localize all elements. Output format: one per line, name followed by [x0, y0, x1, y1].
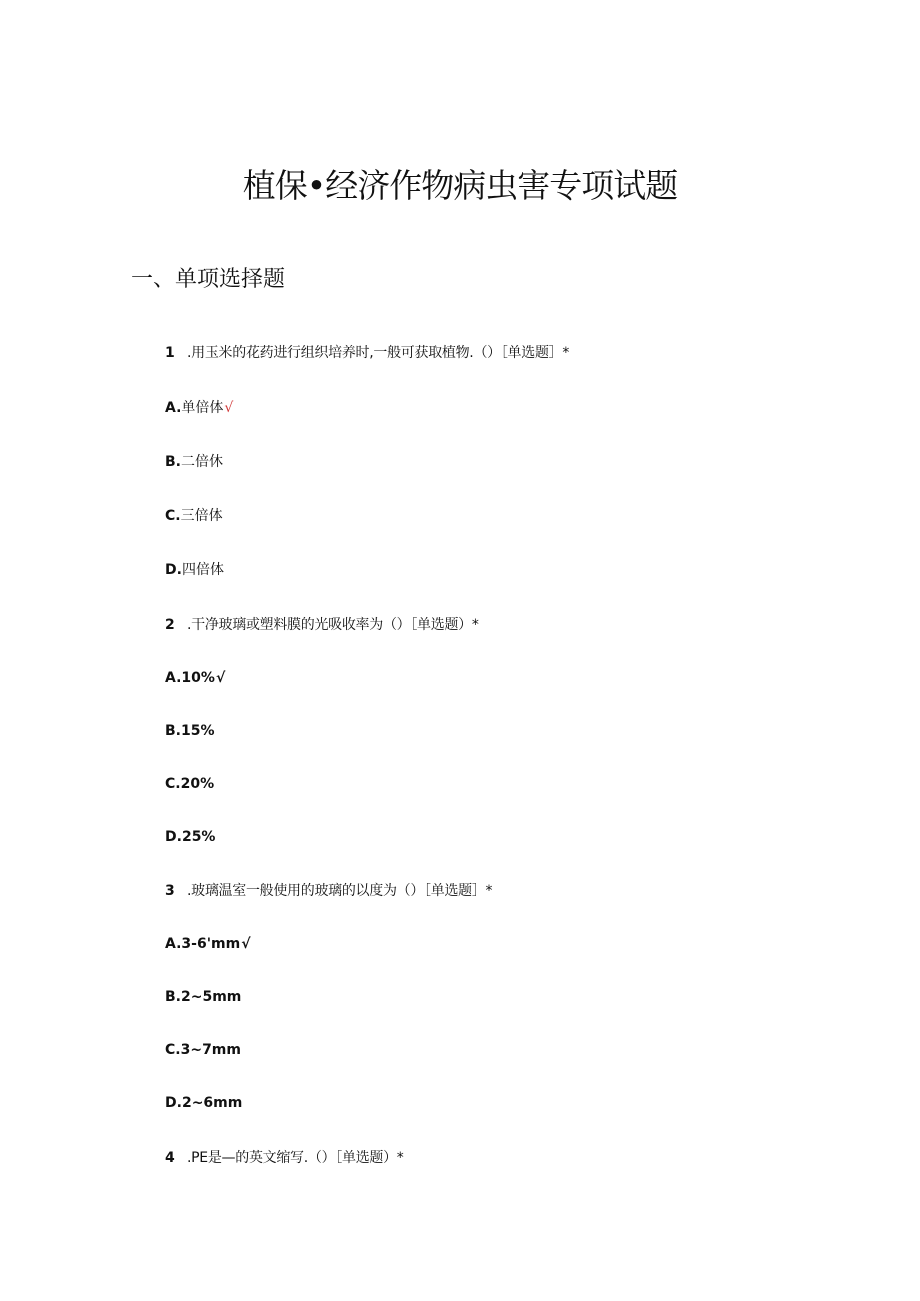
- option-text: 20%: [180, 776, 215, 792]
- option-text: 15%: [181, 723, 215, 739]
- correct-checkmark: √: [215, 670, 226, 686]
- section-heading: 一、单项选择题: [131, 267, 286, 292]
- option-2b: [165, 721, 215, 741]
- question-2: [165, 615, 479, 635]
- option-text: 二倍休: [181, 454, 223, 470]
- option-letter: D.: [165, 562, 182, 578]
- option-1a: [165, 398, 233, 418]
- correct-checkmark: √: [224, 400, 234, 416]
- option-3d: [165, 1093, 242, 1113]
- question-text: .玻璃温室一般使用的玻璃的以度为（）［单选题］*: [187, 883, 493, 899]
- question-3: [165, 881, 492, 901]
- option-text: 2~6mm: [181, 1095, 243, 1111]
- option-3c: [165, 1040, 241, 1060]
- option-letter: A.: [165, 400, 182, 416]
- option-letter: C.: [165, 1042, 181, 1058]
- question-text: .干净玻璃或塑料膜的光吸收率为（）［单选题）*: [187, 617, 479, 633]
- option-1b: [165, 452, 223, 472]
- option-letter: B.: [165, 723, 181, 739]
- option-2a: [165, 668, 225, 688]
- option-letter: B.: [165, 989, 181, 1005]
- option-2d: [165, 827, 215, 847]
- option-text: 10%: [181, 670, 215, 686]
- option-letter: A.: [165, 936, 182, 952]
- option-letter: B.: [165, 454, 181, 470]
- option-3a: [165, 934, 251, 954]
- document-title: 植保•经济作物病虫害专项试题: [242, 166, 678, 205]
- option-letter: D.: [165, 829, 182, 845]
- option-text: 四倍体: [181, 562, 224, 578]
- option-letter: C.: [165, 776, 181, 792]
- option-text: 单倍体: [181, 400, 224, 416]
- question-text: .用玉米的花药进行组织培养时,一般可获取植物.（）［单选题］*: [187, 345, 570, 361]
- question-1: [165, 343, 569, 363]
- option-text: 3~7mm: [180, 1042, 241, 1058]
- option-letter: A.: [165, 670, 182, 686]
- option-letter: C.: [165, 508, 181, 524]
- option-text: 25%: [181, 829, 216, 845]
- option-1c: [165, 506, 223, 526]
- question-number: 1: [165, 345, 175, 361]
- question-number: 2: [165, 617, 175, 633]
- option-3b: [165, 987, 241, 1007]
- option-2c: [165, 774, 214, 794]
- question-number: 3: [165, 883, 175, 899]
- question-4: [165, 1148, 404, 1168]
- option-text: 2~5mm: [181, 989, 242, 1005]
- question-number: 4: [165, 1150, 175, 1166]
- option-letter: D.: [165, 1095, 182, 1111]
- question-text: .PE是—的英文缩写.（）［单选题）*: [187, 1150, 404, 1166]
- option-text: 三倍体: [180, 508, 223, 524]
- option-1d: [165, 560, 224, 580]
- correct-checkmark: √: [241, 936, 251, 952]
- option-text: 3-6'mm: [181, 936, 241, 952]
